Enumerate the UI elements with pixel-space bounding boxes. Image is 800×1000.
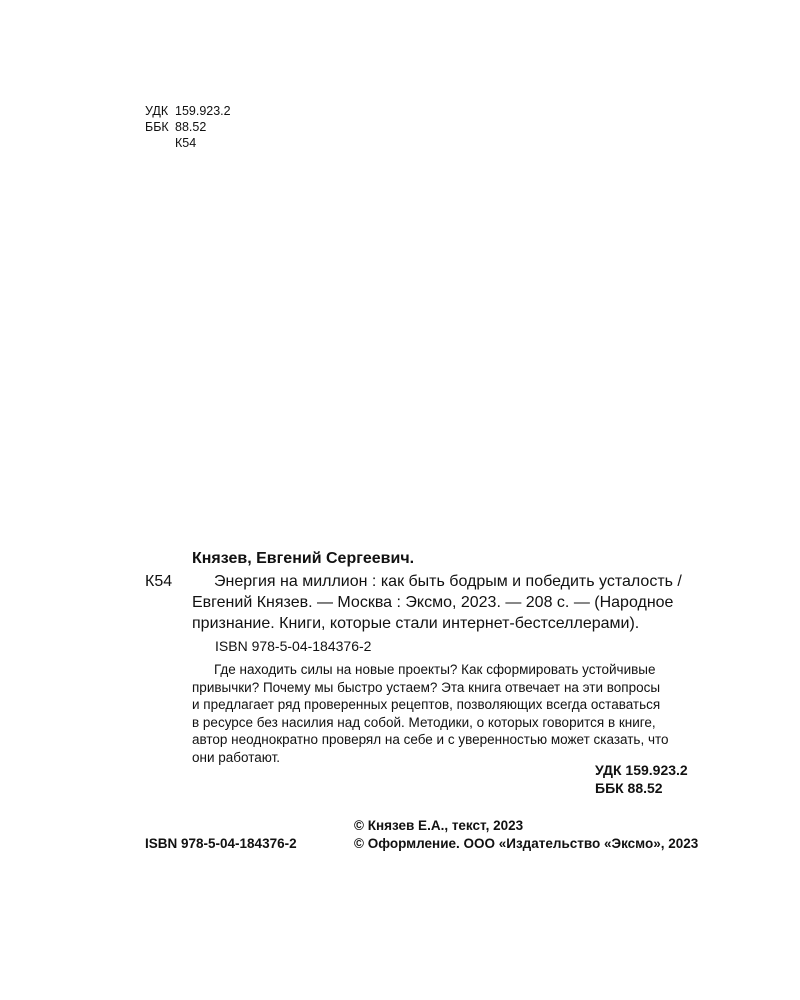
footer-isbn: ISBN 978-5-04-184376-2: [145, 836, 297, 851]
card-isbn: ISBN 978-5-04-184376-2: [215, 638, 372, 654]
copyright-design: © Оформление. ООО «Издательство «Эксмо», 2023: [354, 836, 699, 851]
description-line: Евгений Князев. — Москва : Эксмо, 2023. — 208 с. — (Народное: [192, 594, 674, 611]
annotation-line: в ресурсе без насилия над собой. Методики, о которых говорится в книге,: [192, 714, 656, 730]
card-annotation: [192, 661, 692, 766]
udk-label: УДК: [145, 104, 169, 118]
annotation-line: привычки? Почему мы быстро устаем? Эта книга отвечает на эти вопросы: [192, 679, 661, 695]
author-mark: К54: [175, 136, 197, 150]
annotation-line: Где находить силы на новые проекты? Как сформировать устойчивые: [214, 662, 656, 677]
card-bbk: ББК 88.52: [595, 780, 663, 796]
bbk-label: ББК: [145, 120, 169, 134]
annotation-line: автор неоднократно проверял на себе и с уверенностью может сказать, что: [192, 732, 669, 747]
card-description: [192, 571, 692, 634]
description-line: признание. Книги, которые стали интернет-бестселлерами).: [192, 615, 640, 632]
card-author-mark: К54: [145, 573, 173, 590]
bbk-row: [145, 119, 231, 135]
card-udk: УДК 159.923.2: [595, 762, 688, 778]
udk-row: [145, 103, 231, 119]
annotation-line: они работают.: [192, 749, 281, 765]
card-author: Князев, Евгений Сергеевич.: [192, 550, 415, 567]
copyright-text: © Князев Е.А., текст, 2023: [354, 818, 524, 833]
bbk-value: 88.52: [175, 120, 207, 134]
top-classification-codes: [145, 103, 231, 151]
udk-value: 159.923.2: [175, 104, 231, 118]
card-index-codes: [595, 761, 688, 797]
copyright-block: [354, 817, 698, 853]
annotation-line: и предлагает ряд проверенных рецептов, позволяющих всегда оставаться: [192, 697, 661, 712]
description-line: Энергия на миллион : как быть бодрым и победить усталость /: [214, 573, 682, 590]
